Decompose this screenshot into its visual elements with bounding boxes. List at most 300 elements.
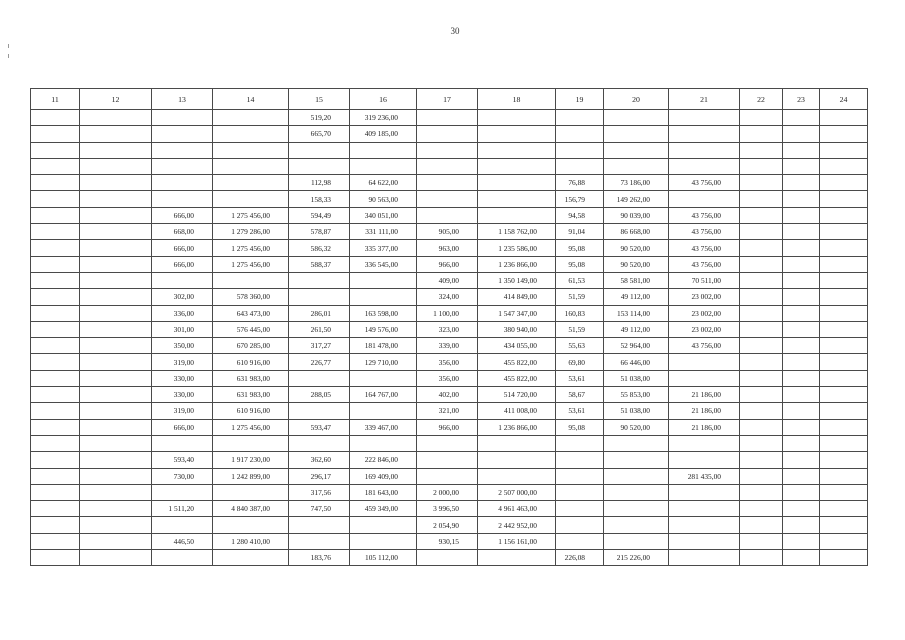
table-cell (289, 370, 350, 386)
table-cell: 668,00 (152, 224, 213, 240)
table-cell: 643 473,00 (213, 305, 289, 321)
table-cell: 281 435,00 (669, 468, 740, 484)
table-cell: 434 055,00 (478, 338, 556, 354)
table-row (31, 207, 868, 223)
table-cell: 53,61 (556, 403, 604, 419)
table-cell (820, 305, 868, 321)
table-cell: 181 643,00 (350, 484, 417, 500)
table-cell (740, 501, 783, 517)
table-cell (556, 158, 604, 174)
table-cell (31, 550, 80, 566)
table-cell: 129 710,00 (350, 354, 417, 370)
table-cell: 380 940,00 (478, 321, 556, 337)
table-cell: 288,05 (289, 387, 350, 403)
table-row (31, 435, 868, 451)
table-cell (80, 468, 152, 484)
table-cell (80, 207, 152, 223)
table-cell (31, 305, 80, 321)
table-cell (604, 468, 669, 484)
table-cell (80, 435, 152, 451)
table-row (31, 272, 868, 288)
table-cell: 86 668,00 (604, 224, 669, 240)
table-cell (740, 403, 783, 419)
table-cell: 61,53 (556, 272, 604, 288)
table-cell: 91,04 (556, 224, 604, 240)
table-cell (31, 256, 80, 272)
table-cell (820, 240, 868, 256)
table-cell (604, 452, 669, 468)
table-cell (669, 435, 740, 451)
table-cell (783, 142, 820, 158)
table-cell (740, 256, 783, 272)
table-cell: 95,08 (556, 240, 604, 256)
table-cell (820, 435, 868, 451)
table-cell: 43 756,00 (669, 240, 740, 256)
table-cell: 576 445,00 (213, 321, 289, 337)
table-cell (740, 354, 783, 370)
table-cell: 51 038,00 (604, 370, 669, 386)
table-cell (556, 142, 604, 158)
table-cell: 181 478,00 (350, 338, 417, 354)
table-cell: 319 236,00 (350, 110, 417, 126)
table-cell (556, 452, 604, 468)
table-cell: 1 350 149,00 (478, 272, 556, 288)
table-cell: 339,00 (417, 338, 478, 354)
table-cell: 966,00 (417, 419, 478, 435)
table-cell (604, 126, 669, 142)
table-cell (289, 517, 350, 533)
table-cell (740, 452, 783, 468)
table-cell (740, 272, 783, 288)
column-header: 16 (350, 89, 417, 110)
table-cell: 51,59 (556, 289, 604, 305)
table-cell (783, 191, 820, 207)
page-number: 30 (450, 26, 460, 36)
table-row (31, 289, 868, 305)
table-cell: 319,00 (152, 354, 213, 370)
table-cell (213, 550, 289, 566)
table-cell: 183,76 (289, 550, 350, 566)
table-cell (740, 468, 783, 484)
table-cell: 90 520,00 (604, 256, 669, 272)
table-cell (604, 158, 669, 174)
table-cell (213, 142, 289, 158)
table-cell (289, 142, 350, 158)
table-cell: 1 235 586,00 (478, 240, 556, 256)
table-row (31, 370, 868, 386)
table-cell (80, 533, 152, 549)
table-cell: 966,00 (417, 256, 478, 272)
table-cell (820, 321, 868, 337)
table-cell (820, 110, 868, 126)
table-cell (152, 484, 213, 500)
table-cell (820, 126, 868, 142)
table-cell (80, 126, 152, 142)
table-cell (350, 435, 417, 451)
table-cell (556, 468, 604, 484)
table-cell (740, 305, 783, 321)
table-cell (820, 158, 868, 174)
table-cell: 330,00 (152, 370, 213, 386)
table-cell: 105 112,00 (350, 550, 417, 566)
table-cell: 730,00 (152, 468, 213, 484)
table-row (31, 142, 868, 158)
table-cell (213, 175, 289, 191)
table-cell: 1 279 286,00 (213, 224, 289, 240)
table-cell (669, 354, 740, 370)
table-cell (740, 370, 783, 386)
table-cell: 409,00 (417, 272, 478, 288)
table-row (31, 501, 868, 517)
table-cell (604, 501, 669, 517)
table-cell: 70 511,00 (669, 272, 740, 288)
table-cell: 226,77 (289, 354, 350, 370)
table-cell: 594,49 (289, 207, 350, 223)
column-header: 20 (604, 89, 669, 110)
table-cell (478, 191, 556, 207)
table-cell (478, 126, 556, 142)
table-cell: 95,08 (556, 419, 604, 435)
table-cell (80, 224, 152, 240)
table-cell (820, 484, 868, 500)
table-cell (350, 142, 417, 158)
table-cell (556, 533, 604, 549)
table-cell (669, 517, 740, 533)
table-cell (669, 110, 740, 126)
column-header: 22 (740, 89, 783, 110)
table-cell (820, 256, 868, 272)
table-cell: 610 916,00 (213, 403, 289, 419)
table-cell (783, 452, 820, 468)
table-cell: 43 756,00 (669, 256, 740, 272)
table-cell: 323,00 (417, 321, 478, 337)
table-cell: 340 051,00 (350, 207, 417, 223)
table-cell (289, 435, 350, 451)
table-cell: 1 236 866,00 (478, 419, 556, 435)
table-cell (604, 142, 669, 158)
table-cell: 226,08 (556, 550, 604, 566)
table-cell (80, 452, 152, 468)
table-cell: 324,00 (417, 289, 478, 305)
data-table (30, 88, 868, 566)
table-cell (783, 158, 820, 174)
table-cell (80, 370, 152, 386)
table-cell (152, 550, 213, 566)
table-cell (31, 517, 80, 533)
table-cell (213, 435, 289, 451)
table-cell: 23 002,00 (669, 289, 740, 305)
table-cell: 1 275 456,00 (213, 240, 289, 256)
table-cell: 455 822,00 (478, 370, 556, 386)
table-cell (820, 338, 868, 354)
table-header-row (31, 89, 868, 110)
table-cell: 156,79 (556, 191, 604, 207)
table-cell (417, 158, 478, 174)
table-cell: 90 520,00 (604, 240, 669, 256)
table-cell (556, 517, 604, 533)
table-cell: 90 520,00 (604, 419, 669, 435)
table-cell (783, 550, 820, 566)
column-header: 11 (31, 89, 80, 110)
table-cell: 58,67 (556, 387, 604, 403)
table-cell (783, 403, 820, 419)
table-row (31, 305, 868, 321)
table-cell: 55 853,00 (604, 387, 669, 403)
table-cell: 163 598,00 (350, 305, 417, 321)
table-cell (80, 517, 152, 533)
table-cell (80, 338, 152, 354)
table-cell: 160,83 (556, 305, 604, 321)
table-cell: 76,88 (556, 175, 604, 191)
table-cell (478, 435, 556, 451)
table-cell: 2 442 952,00 (478, 517, 556, 533)
table-cell (289, 289, 350, 305)
table-cell (31, 289, 80, 305)
table-cell (740, 338, 783, 354)
table-cell (478, 452, 556, 468)
table-cell (820, 289, 868, 305)
table-cell (80, 501, 152, 517)
table-cell: 402,00 (417, 387, 478, 403)
table-cell: 23 002,00 (669, 321, 740, 337)
table-cell (31, 240, 80, 256)
table-cell (478, 468, 556, 484)
table-cell (350, 517, 417, 533)
table-cell (669, 550, 740, 566)
table-cell (669, 501, 740, 517)
table-cell (31, 354, 80, 370)
table-cell: 169 409,00 (350, 468, 417, 484)
table-row (31, 338, 868, 354)
table-cell (740, 191, 783, 207)
table-cell (669, 484, 740, 500)
table-cell (783, 435, 820, 451)
table-cell: 4 961 463,00 (478, 501, 556, 517)
table-cell (783, 321, 820, 337)
table-cell (152, 191, 213, 207)
table-cell: 52 964,00 (604, 338, 669, 354)
table-cell (820, 419, 868, 435)
table-cell (604, 517, 669, 533)
table-cell: 286,01 (289, 305, 350, 321)
table-row (31, 158, 868, 174)
table-cell (783, 175, 820, 191)
table-cell (350, 158, 417, 174)
table-cell (669, 191, 740, 207)
table-cell (556, 126, 604, 142)
table-cell: 21 186,00 (669, 419, 740, 435)
table-cell (783, 305, 820, 321)
table-cell (80, 158, 152, 174)
table-cell (740, 419, 783, 435)
table-cell (417, 207, 478, 223)
table-cell (289, 403, 350, 419)
table-cell (478, 158, 556, 174)
column-header: 15 (289, 89, 350, 110)
table-cell (820, 501, 868, 517)
table-cell (740, 240, 783, 256)
table-cell (80, 256, 152, 272)
table-cell (80, 305, 152, 321)
table-cell (31, 142, 80, 158)
table-cell (783, 533, 820, 549)
table-cell: 53,61 (556, 370, 604, 386)
table-cell (783, 240, 820, 256)
margin-mark (8, 44, 9, 48)
table-cell (213, 191, 289, 207)
table-cell (31, 272, 80, 288)
table-cell (820, 175, 868, 191)
table-cell (152, 272, 213, 288)
table-cell (740, 142, 783, 158)
table-cell: 319,00 (152, 403, 213, 419)
column-header: 21 (669, 89, 740, 110)
table-cell (820, 403, 868, 419)
table-cell (783, 387, 820, 403)
table-cell (350, 289, 417, 305)
table-cell (31, 484, 80, 500)
table-cell: 578,87 (289, 224, 350, 240)
table-cell: 49 112,00 (604, 321, 669, 337)
table-cell (152, 175, 213, 191)
table-row (31, 175, 868, 191)
table-cell: 23 002,00 (669, 305, 740, 321)
table-cell (820, 387, 868, 403)
table-cell: 1 275 456,00 (213, 207, 289, 223)
table-row (31, 256, 868, 272)
table-row (31, 224, 868, 240)
table-cell: 51 038,00 (604, 403, 669, 419)
table-cell: 455 822,00 (478, 354, 556, 370)
table-cell: 1 156 161,00 (478, 533, 556, 549)
table-cell: 90 039,00 (604, 207, 669, 223)
table-cell (783, 126, 820, 142)
table-cell: 519,20 (289, 110, 350, 126)
table-cell (31, 468, 80, 484)
table-cell (31, 126, 80, 142)
column-header: 18 (478, 89, 556, 110)
table-cell: 459 349,00 (350, 501, 417, 517)
table-cell (783, 207, 820, 223)
table-cell: 336 545,00 (350, 256, 417, 272)
table-cell: 95,08 (556, 256, 604, 272)
table-cell (289, 533, 350, 549)
table-cell (80, 419, 152, 435)
table-cell (820, 452, 868, 468)
table-cell (417, 175, 478, 191)
table-cell: 215 226,00 (604, 550, 669, 566)
table-cell (417, 191, 478, 207)
table-cell (478, 550, 556, 566)
table-cell: 670 285,00 (213, 338, 289, 354)
table-cell (669, 370, 740, 386)
table-cell (740, 435, 783, 451)
table-cell: 356,00 (417, 354, 478, 370)
table-cell: 51,59 (556, 321, 604, 337)
table-cell (820, 550, 868, 566)
table-cell: 1 100,00 (417, 305, 478, 321)
table-cell (783, 224, 820, 240)
table-cell (669, 126, 740, 142)
table-cell: 3 996,50 (417, 501, 478, 517)
table-cell: 356,00 (417, 370, 478, 386)
table-cell (783, 289, 820, 305)
table-cell (289, 158, 350, 174)
table-cell: 1 275 456,00 (213, 256, 289, 272)
table-cell: 158,33 (289, 191, 350, 207)
column-header: 24 (820, 89, 868, 110)
table-cell: 665,70 (289, 126, 350, 142)
table-cell (669, 142, 740, 158)
table-cell (80, 484, 152, 500)
column-header: 23 (783, 89, 820, 110)
table-row (31, 110, 868, 126)
table-cell: 302,00 (152, 289, 213, 305)
table-cell: 666,00 (152, 240, 213, 256)
table-cell (820, 272, 868, 288)
table-cell (740, 387, 783, 403)
table-cell: 317,27 (289, 338, 350, 354)
table-cell: 414 849,00 (478, 289, 556, 305)
table-cell: 69,80 (556, 354, 604, 370)
table-cell (31, 370, 80, 386)
table-cell (783, 338, 820, 354)
table-cell (478, 142, 556, 158)
table-cell: 1 280 410,00 (213, 533, 289, 549)
table-cell (350, 272, 417, 288)
margin-mark (8, 54, 9, 58)
table-cell (820, 207, 868, 223)
table-cell: 43 756,00 (669, 224, 740, 240)
table-cell (417, 110, 478, 126)
table-cell: 21 186,00 (669, 387, 740, 403)
table-cell (80, 550, 152, 566)
table-cell: 666,00 (152, 207, 213, 223)
table-cell (820, 370, 868, 386)
table-cell (740, 207, 783, 223)
table-cell: 164 767,00 (350, 387, 417, 403)
table-cell: 666,00 (152, 419, 213, 435)
table-row (31, 126, 868, 142)
column-header: 12 (80, 89, 152, 110)
table-row (31, 191, 868, 207)
table-cell (213, 158, 289, 174)
table-row (31, 517, 868, 533)
table-cell (556, 110, 604, 126)
table-cell (478, 110, 556, 126)
table-cell: 58 581,00 (604, 272, 669, 288)
table-cell: 339 467,00 (350, 419, 417, 435)
table-cell (820, 142, 868, 158)
table-cell (669, 452, 740, 468)
table-cell (80, 289, 152, 305)
table-cell: 49 112,00 (604, 289, 669, 305)
table-cell (478, 175, 556, 191)
table-row (31, 419, 868, 435)
table-cell (80, 240, 152, 256)
table-cell (152, 435, 213, 451)
table-cell: 301,00 (152, 321, 213, 337)
table-cell (783, 272, 820, 288)
table-cell: 2 054,90 (417, 517, 478, 533)
table-cell (80, 387, 152, 403)
table-cell: 409 185,00 (350, 126, 417, 142)
table-cell: 222 846,00 (350, 452, 417, 468)
table-cell (152, 110, 213, 126)
table-cell (417, 435, 478, 451)
table-cell (31, 419, 80, 435)
table-cell (213, 272, 289, 288)
